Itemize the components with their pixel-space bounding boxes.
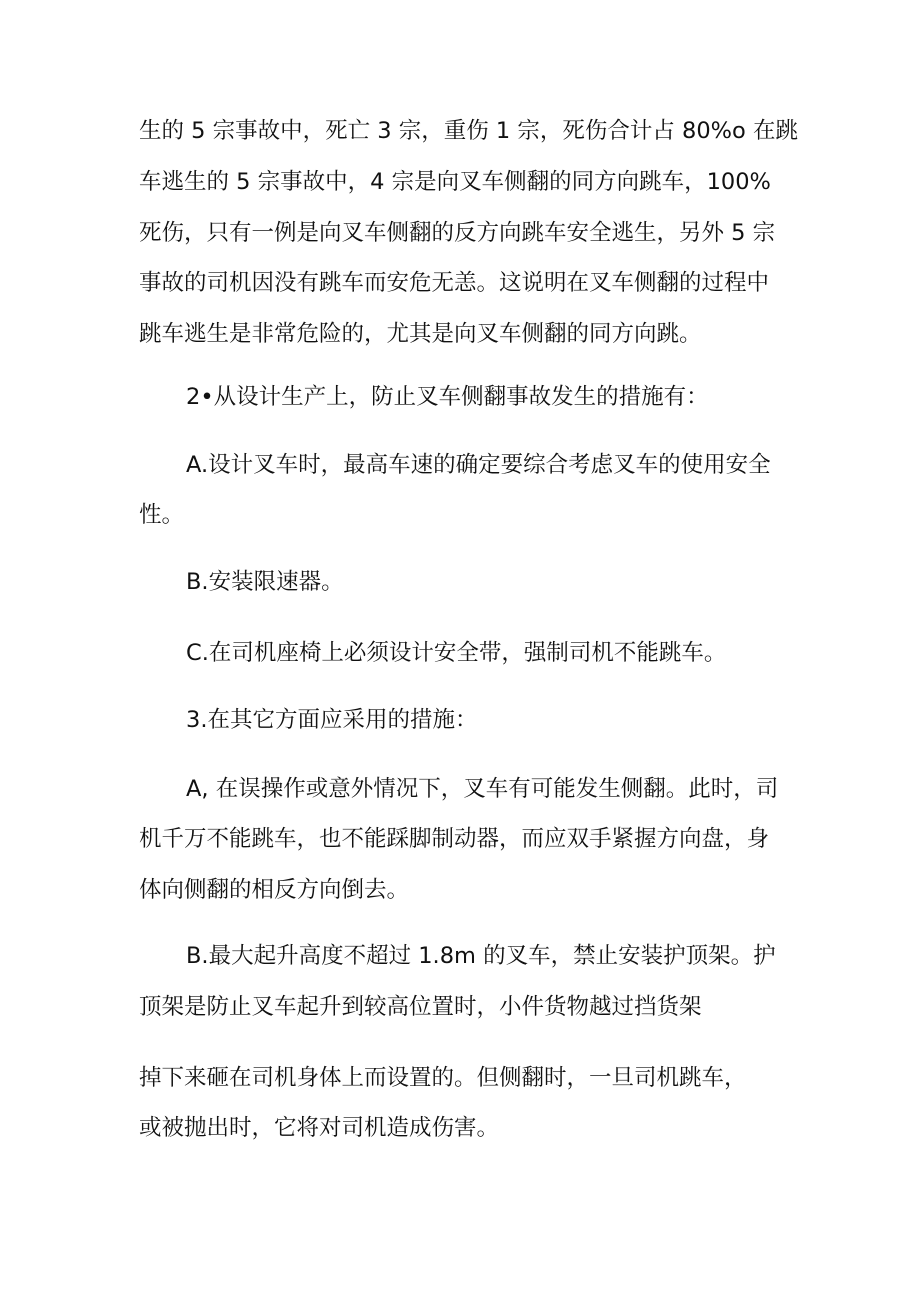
- section-2-item-a-line: A.设计叉车时，最高车速的确定要综合考虑叉车的使用安全: [186, 452, 771, 478]
- paragraph-line: 事故的司机因没有跳车而安危无恙。这说明在叉车侧翻的过程中: [139, 270, 770, 296]
- section-3-heading: 3.在其它方面应采用的措施：: [186, 707, 478, 733]
- continuation-line: 或被抛出时，它将对司机造成伤害。: [139, 1115, 500, 1141]
- paragraph-line: 死伤，只有一例是向叉车侧翻的反方向跳车安全逃生，另外 5 宗: [139, 220, 776, 246]
- section-3-item-b-line: 顶架是防止叉车起升到较高位置时，小件货物越过挡货架: [139, 994, 702, 1020]
- section-2-heading: 2•从设计生产上，防止叉车侧翻事故发生的措施有：: [186, 384, 709, 410]
- section-2-item-c: C.在司机座椅上必须设计安全带，强制司机不能跳车。: [186, 640, 727, 666]
- paragraph-line: 车逃生的 5 宗事故中，4 宗是向叉车侧翻的同方向跳车，100%: [139, 169, 771, 195]
- section-3-item-b-line: B.最大起升高度不超过 1.8m 的叉车，禁止安装护顶架。护: [186, 943, 776, 969]
- section-2-item-b: B.安装限速器。: [186, 569, 344, 595]
- section-2-item-a-line: 性。: [139, 502, 185, 528]
- section-3-item-a-line: A, 在误操作或意外情况下，叉车有可能发生侧翻。此时，司: [186, 776, 779, 802]
- section-3-item-a-line: 体向侧翻的相反方向倒去。: [139, 877, 410, 903]
- paragraph-line: 跳车逃生是非常危险的，尤其是向叉车侧翻的同方向跳。: [139, 321, 702, 347]
- continuation-line: 掉下来砸在司机身体上而设置的。但侧翻时，一旦司机跳车，: [139, 1065, 747, 1091]
- paragraph-line: 生的 5 宗事故中，死亡 3 宗，重伤 1 宗，死伤合计占 80%o 在跳: [139, 118, 798, 144]
- section-3-item-a-line: 机千万不能跳车，也不能踩脚制动器，而应双手紧握方向盘，身: [139, 826, 770, 852]
